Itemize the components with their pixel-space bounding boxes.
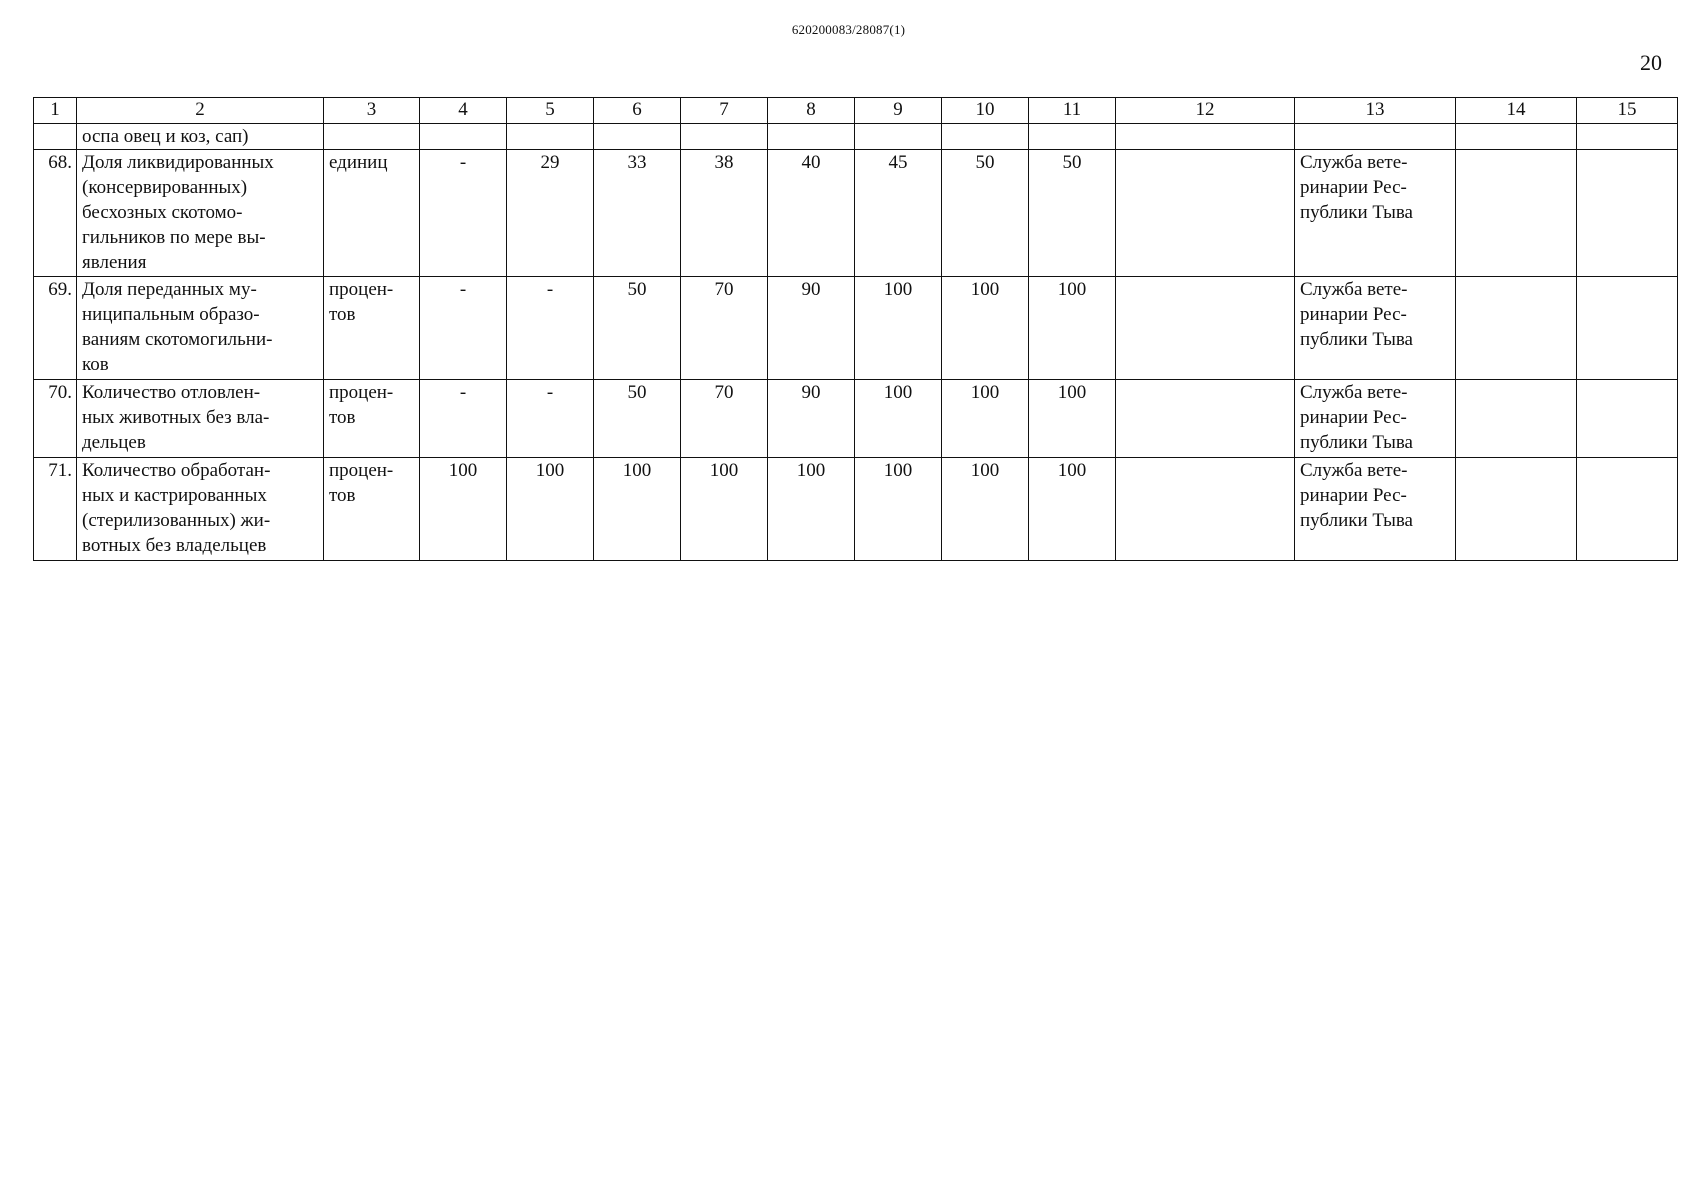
column-header: 4	[420, 98, 507, 124]
empty-cell	[1116, 458, 1295, 561]
value-cell: 100	[855, 277, 942, 380]
empty-cell	[681, 124, 768, 150]
table-row	[34, 277, 1678, 380]
column-number-row	[34, 98, 1678, 124]
row-number: 70.	[34, 380, 77, 458]
value-cell: 100	[768, 458, 855, 561]
continuation-row	[34, 124, 1678, 150]
empty-cell	[1456, 277, 1577, 380]
value-cell: 70	[681, 380, 768, 458]
empty-cell	[1577, 124, 1678, 150]
indicator-text: Количество обработан- ных и кастрированных (стерилизованных) жи- вотных без владельцев	[82, 460, 271, 556]
empty-cell	[1116, 277, 1295, 380]
value-cell: 100	[1029, 380, 1116, 458]
page-number: 20	[1640, 50, 1662, 75]
value-cell: 50	[1029, 150, 1116, 277]
empty-cell	[1577, 150, 1678, 277]
value-cell: 100	[507, 458, 594, 561]
document-code: 620200083/28087(1)	[791, 22, 906, 37]
empty-cell	[1456, 458, 1577, 561]
value-cell: -	[420, 380, 507, 458]
value-cell: 33	[594, 150, 681, 277]
empty-cell	[1577, 380, 1678, 458]
table-row	[34, 150, 1678, 277]
executor-cell	[1295, 458, 1456, 561]
value-cell: -	[507, 380, 594, 458]
executor-text: Служба вете- ринарии Рес- публики Тыва	[1300, 460, 1413, 531]
unit-text: процен- тов	[329, 279, 394, 325]
row-number: 71.	[34, 458, 77, 561]
indicator-cell	[77, 150, 324, 277]
table-row	[34, 380, 1678, 458]
value-cell: 100	[942, 380, 1029, 458]
column-header: 2	[77, 98, 324, 124]
row-number: 68.	[34, 150, 77, 277]
value-cell: -	[507, 277, 594, 380]
empty-cell	[1116, 380, 1295, 458]
executor-text: Служба вете- ринарии Рес- публики Тыва	[1300, 152, 1413, 223]
executor-text: Служба вете- ринарии Рес- публики Тыва	[1300, 279, 1413, 350]
indicator-text: оспа овец и коз, сап)	[82, 126, 249, 147]
indicator-text: Доля переданных му- ниципальным образо- ваниям скотомогильни- ков	[82, 279, 273, 375]
value-cell: 38	[681, 150, 768, 277]
value-cell: -	[420, 277, 507, 380]
unit-cell	[324, 458, 420, 561]
column-header: 15	[1577, 98, 1678, 124]
value-cell: 50	[594, 380, 681, 458]
executor-text: Служба вете- ринарии Рес- публики Тыва	[1300, 382, 1413, 453]
column-header: 6	[594, 98, 681, 124]
table-row	[34, 458, 1678, 561]
column-header: 12	[1116, 98, 1295, 124]
unit-cell	[324, 380, 420, 458]
executor-cell	[1295, 380, 1456, 458]
unit-text: процен- тов	[329, 382, 394, 428]
value-cell: 45	[855, 150, 942, 277]
column-header: 1	[34, 98, 77, 124]
value-cell: 90	[768, 380, 855, 458]
column-header: 13	[1295, 98, 1456, 124]
empty-cell	[324, 124, 420, 150]
value-cell: 100	[942, 277, 1029, 380]
value-cell: 100	[420, 458, 507, 561]
indicators-table	[33, 97, 1678, 561]
empty-cell	[942, 124, 1029, 150]
column-header: 3	[324, 98, 420, 124]
value-cell: -	[420, 150, 507, 277]
executor-cell	[1295, 150, 1456, 277]
indicator-text: Количество отловлен- ных животных без вла- дельцев	[82, 382, 270, 453]
indicator-cell	[77, 380, 324, 458]
column-header: 14	[1456, 98, 1577, 124]
empty-cell	[768, 124, 855, 150]
value-cell: 50	[942, 150, 1029, 277]
unit-text: процен- тов	[329, 460, 394, 506]
empty-cell	[1116, 124, 1295, 150]
value-cell: 100	[855, 380, 942, 458]
value-cell: 70	[681, 277, 768, 380]
empty-cell	[34, 124, 77, 150]
value-cell: 29	[507, 150, 594, 277]
empty-cell	[1456, 380, 1577, 458]
empty-cell	[855, 124, 942, 150]
unit-text: единиц	[329, 152, 388, 173]
column-header: 10	[942, 98, 1029, 124]
value-cell: 100	[855, 458, 942, 561]
unit-cell	[324, 150, 420, 277]
empty-cell	[1456, 150, 1577, 277]
value-cell: 50	[594, 277, 681, 380]
value-cell: 100	[594, 458, 681, 561]
value-cell: 100	[1029, 458, 1116, 561]
indicator-text: Доля ликвидированных (консервированных) бесхозных скотомо- гильников по мере вы- явления	[82, 152, 274, 273]
executor-cell	[1295, 277, 1456, 380]
empty-cell	[1456, 124, 1577, 150]
value-cell: 100	[681, 458, 768, 561]
column-header: 8	[768, 98, 855, 124]
row-number: 69.	[34, 277, 77, 380]
continuation-indicator-cell	[77, 124, 324, 150]
empty-cell	[1577, 277, 1678, 380]
empty-cell	[420, 124, 507, 150]
indicator-cell	[77, 277, 324, 380]
column-header: 5	[507, 98, 594, 124]
value-cell: 90	[768, 277, 855, 380]
empty-cell	[1116, 150, 1295, 277]
column-header: 7	[681, 98, 768, 124]
value-cell: 100	[1029, 277, 1116, 380]
value-cell: 100	[942, 458, 1029, 561]
empty-cell	[594, 124, 681, 150]
empty-cell	[1295, 124, 1456, 150]
empty-cell	[507, 124, 594, 150]
empty-cell	[1577, 458, 1678, 561]
empty-cell	[1029, 124, 1116, 150]
value-cell: 40	[768, 150, 855, 277]
indicator-cell	[77, 458, 324, 561]
column-header: 11	[1029, 98, 1116, 124]
column-header: 9	[855, 98, 942, 124]
unit-cell	[324, 277, 420, 380]
